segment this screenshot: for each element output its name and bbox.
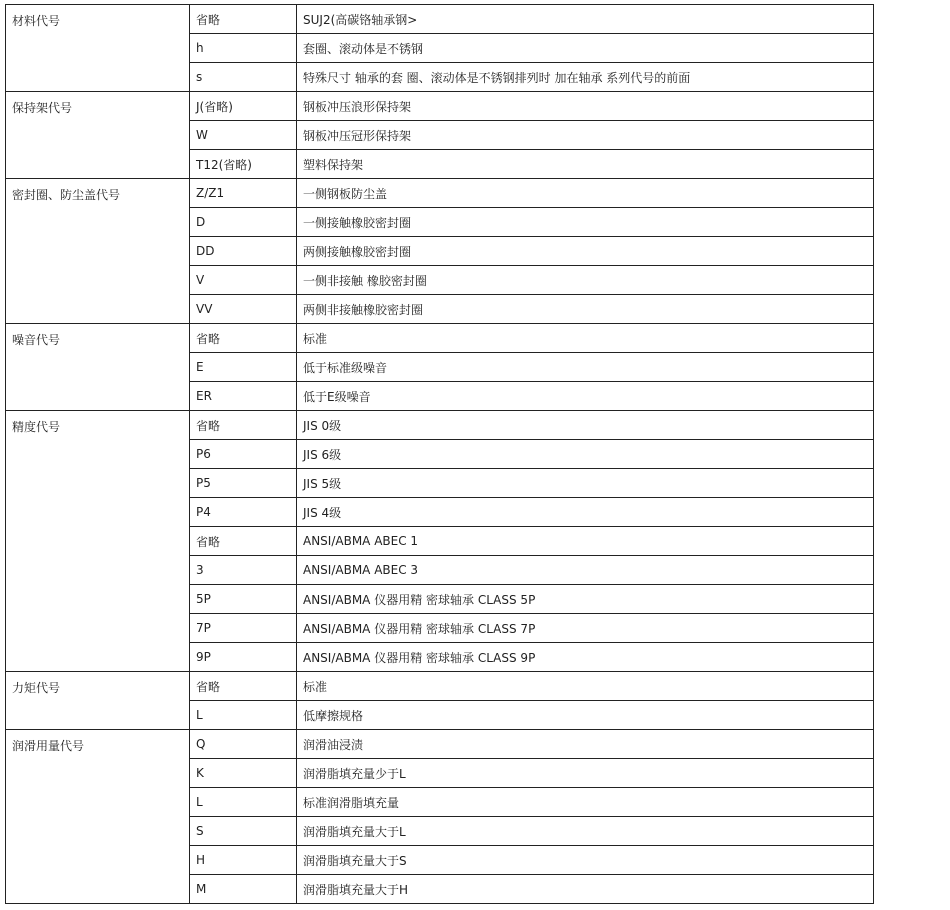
description-cell: 钢板冲压浪形保持架 [297,92,874,121]
code-cell: 省略 [190,5,297,34]
description-cell: 标准 [297,324,874,353]
description-cell: JIS 5级 [297,469,874,498]
code-cell: L [190,701,297,730]
table-row [6,179,874,208]
code-cell: 省略 [190,672,297,701]
code-cell: P5 [190,469,297,498]
table-row [6,672,874,701]
description-cell: 标准润滑脂填充量 [297,788,874,817]
code-cell: 省略 [190,324,297,353]
code-cell: J(省略) [190,92,297,121]
description-cell: ANSI/ABMA 仪器用精 密球轴承 CLASS 9P [297,643,874,672]
description-cell: 低于E级噪音 [297,382,874,411]
category-label: 噪音代号 [6,324,190,411]
description-cell: ANSI/ABMA ABEC 1 [297,527,874,556]
code-cell: P6 [190,440,297,469]
code-cell: L [190,788,297,817]
code-cell: S [190,817,297,846]
description-cell: JIS 6级 [297,440,874,469]
table-row [6,5,874,34]
description-cell: JIS 0级 [297,411,874,440]
code-cell: M [190,875,297,904]
description-cell: ANSI/ABMA 仪器用精 密球轴承 CLASS 5P [297,585,874,614]
description-cell: 钢板冲压冠形保持架 [297,121,874,150]
description-cell: 低于标准级噪音 [297,353,874,382]
description-cell: 特殊尺寸 轴承的套 圈、滚动体是不锈钢排列时 加在轴承 系列代号的前面 [297,63,874,92]
category-label: 密封圈、防尘盖代号 [6,179,190,324]
category-label: 力矩代号 [6,672,190,730]
code-cell: 5P [190,585,297,614]
code-cell: VV [190,295,297,324]
description-cell: 润滑脂填充量大于L [297,817,874,846]
category-label: 保持架代号 [6,92,190,179]
code-cell: 9P [190,643,297,672]
description-cell: JIS 4级 [297,498,874,527]
table-row [6,324,874,353]
category-label: 润滑用量代号 [6,730,190,904]
code-cell: 省略 [190,411,297,440]
description-cell: 一侧接触橡胶密封圈 [297,208,874,237]
code-cell: P4 [190,498,297,527]
table-row [6,92,874,121]
description-cell: 标准 [297,672,874,701]
description-cell: 两侧非接触橡胶密封圈 [297,295,874,324]
description-cell: ANSI/ABMA ABEC 3 [297,556,874,585]
code-cell: V [190,266,297,295]
code-cell: s [190,63,297,92]
description-cell: 一侧非接触 橡胶密封圈 [297,266,874,295]
code-cell: 省略 [190,527,297,556]
table-row [6,730,874,759]
description-cell: ANSI/ABMA 仪器用精 密球轴承 CLASS 7P [297,614,874,643]
code-cell: 7P [190,614,297,643]
code-cell: W [190,121,297,150]
code-cell: ER [190,382,297,411]
code-cell: h [190,34,297,63]
description-cell: 套圈、滚动体是不锈钢 [297,34,874,63]
description-cell: 低摩擦规格 [297,701,874,730]
code-cell: Q [190,730,297,759]
table-body [6,5,874,904]
code-cell: D [190,208,297,237]
description-cell: 润滑脂填充量大于H [297,875,874,904]
description-cell: 润滑脂填充量大于S [297,846,874,875]
code-cell: 3 [190,556,297,585]
code-cell: H [190,846,297,875]
code-cell: E [190,353,297,382]
description-cell: 润滑脂填充量少于L [297,759,874,788]
description-cell: SUJ2(高碳铬轴承钢> [297,5,874,34]
code-cell: Z/Z1 [190,179,297,208]
code-cell: T12(省略) [190,150,297,179]
category-label: 精度代号 [6,411,190,672]
description-cell: 两侧接触橡胶密封圈 [297,237,874,266]
description-cell: 塑料保持架 [297,150,874,179]
description-cell: 一侧钢板防尘盖 [297,179,874,208]
code-cell: DD [190,237,297,266]
code-cell: K [190,759,297,788]
table-row [6,411,874,440]
category-label: 材料代号 [6,5,190,92]
bearing-code-table [5,4,874,904]
description-cell: 润滑油浸渍 [297,730,874,759]
